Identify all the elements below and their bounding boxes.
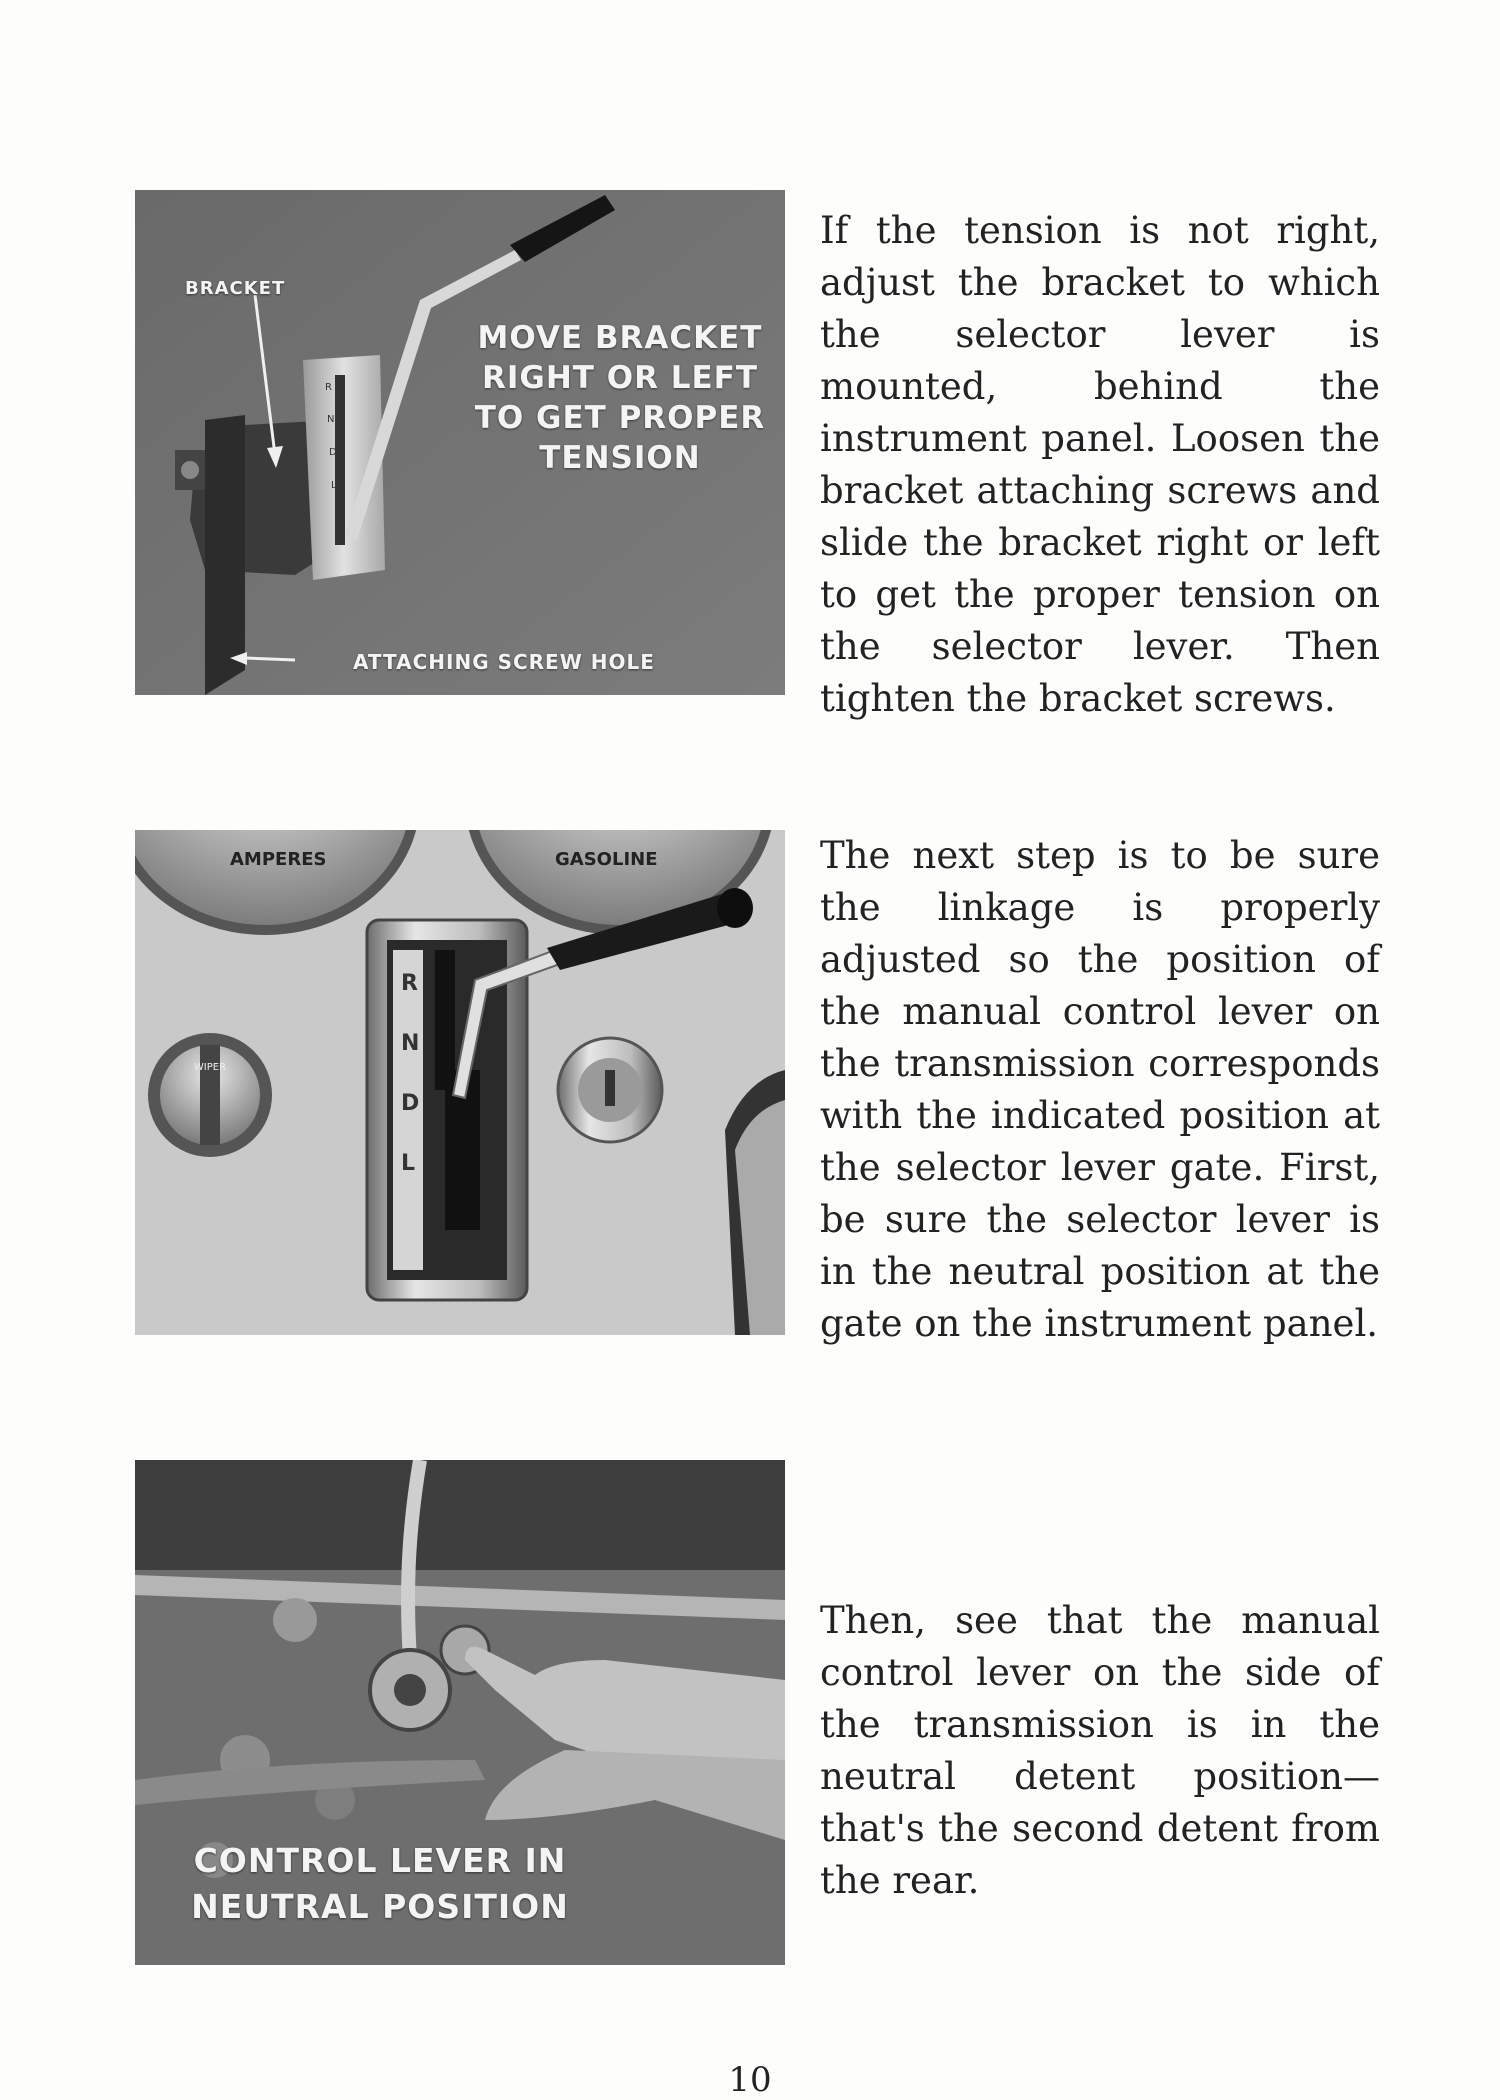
paragraph-bracket [820,205,1380,725]
paragraph-text: The next step is to be sure the linkage is properly adjusted so the position of the manual control lever on the transmission corresponds with the indicated position at the selector lever gate. First, be sure the selector lever is in the neutral position at the gate on the instrument panel. [820,834,1380,1345]
control-lever-caption: CONTROL LEVER IN NEUTRAL POSITION [191,1841,569,1926]
svg-text:D: D [329,447,337,458]
screw-hole-label: ATTACHING SCREW HOLE [353,650,655,674]
bracket-photo [135,190,785,695]
gate-letter-d: D [401,1091,420,1116]
wiper-knob-label: WIPER [193,1062,227,1073]
move-bracket-caption: MOVE BRACKET RIGHT OR LEFT TO GET PROPER TENSION [474,320,766,476]
gate-letter-l: L [401,1151,416,1176]
paragraph-control-lever [820,1595,1380,1907]
svg-text:L: L [331,480,337,491]
svg-text:R: R [325,382,332,393]
bracket-label: BRACKET [185,278,286,299]
gasoline-gauge-label: GASOLINE [555,849,658,870]
selector-gate-photo [135,830,785,1335]
gate-letter-n: N [401,1031,420,1056]
gate-letter-r: R [401,971,418,996]
paragraph-linkage [820,830,1380,1350]
selector-gate-image [135,830,785,1335]
paragraph-text: If the tension is not right, adjust the bracket to which the selector lever is mounted, behind the instrument panel. Loosen the bracket attaching screws and slide the bracket right or left to get the proper tension on the selector lever. Then tighten the bracket screws. [820,209,1380,720]
page-number: 10 [728,2060,772,2100]
amperes-gauge-label: AMPERES [230,849,327,870]
paragraph-text: Then, see that the manual control lever on the side of the transmission is in the neutral detent position—that's the second detent from the rear. [820,1599,1380,1902]
svg-text:N: N [327,414,335,425]
control-lever-photo [135,1460,785,1965]
